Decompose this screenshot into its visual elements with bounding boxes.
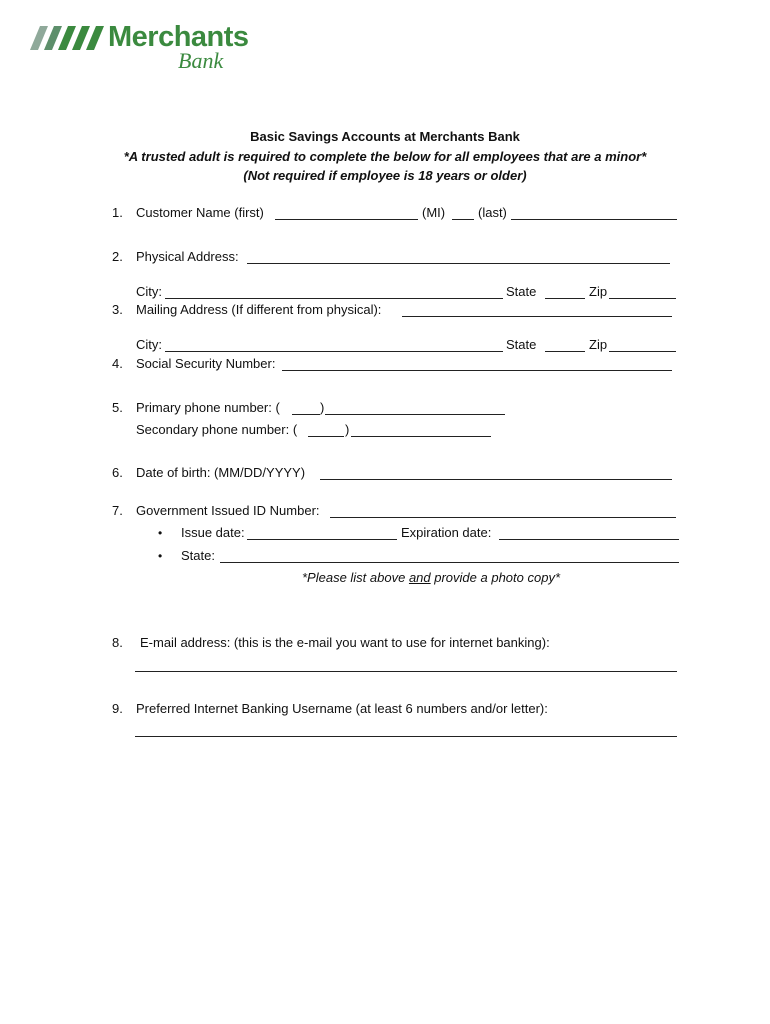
q4-number: 4. (112, 356, 123, 371)
physical-state-field[interactable] (545, 298, 585, 299)
q5-number: 5. (112, 400, 123, 415)
physical-city-field[interactable] (165, 298, 503, 299)
q2-zip-label: Zip (589, 284, 608, 299)
q8-label: E-mail address: (this is the e-mail you want to use for internet banking): (140, 635, 550, 650)
q7-label: Government Issued ID Number: (136, 503, 320, 518)
photo-copy-note (0, 570, 770, 586)
date-of-birth-field[interactable] (320, 479, 672, 480)
primary-phone-field[interactable] (325, 414, 505, 415)
last-name-field[interactable] (511, 219, 677, 220)
note-and: and (408, 570, 431, 585)
middle-initial-field[interactable] (452, 219, 474, 220)
username-field[interactable] (135, 736, 677, 737)
form-subtitle: *A trusted adult is required to complete the below for all employees that are a minor* (123, 149, 647, 164)
form-note: (Not required if employee is 18 years or older) (243, 168, 527, 183)
mailing-city-field[interactable] (165, 351, 503, 352)
q2-label: Physical Address: (136, 249, 239, 264)
email-field[interactable] (135, 671, 677, 672)
mailing-address-field[interactable] (402, 316, 672, 317)
secondary-area-code-field[interactable] (308, 436, 344, 437)
q2-number: 2. (112, 249, 123, 264)
first-name-field[interactable] (275, 219, 418, 220)
note-pre: *Please list above (301, 570, 409, 585)
q8-number: 8. (112, 635, 123, 650)
mailing-zip-field[interactable] (609, 351, 676, 352)
q2-city-label: City: (136, 284, 162, 299)
mi-label: (MI) (422, 205, 446, 220)
q3-zip-label: Zip (589, 337, 608, 352)
q6-number: 6. (112, 465, 123, 480)
physical-zip-field[interactable] (609, 298, 676, 299)
q9-label: Preferred Internet Banking Username (at least 6 numbers and/or letter): (136, 701, 548, 716)
q3-city-label: City: (136, 337, 162, 352)
physical-address-field[interactable] (247, 263, 670, 264)
primary-area-code-field[interactable] (292, 414, 320, 415)
issue-date-label: Issue date: (181, 525, 245, 540)
q7-number: 7. (112, 503, 123, 518)
q1-number: 1. (112, 205, 123, 220)
government-id-field[interactable] (330, 517, 676, 518)
logo-name-merchants: Merchants (108, 21, 249, 53)
secondary-paren: ) (345, 422, 350, 437)
q4-label: Social Security Number: (136, 356, 276, 371)
q6-label: Date of birth: (MM/DD/YYYY) (136, 465, 306, 480)
q1-label: Customer Name (first) (136, 205, 264, 220)
expiration-date-label: Expiration date: (401, 525, 492, 540)
last-label: (last) (478, 205, 507, 220)
q9-number: 9. (112, 701, 123, 716)
ssn-field[interactable] (282, 370, 672, 371)
merchants-bank-logo-mark (30, 26, 110, 52)
q5-primary-label: Primary phone number: ( (136, 400, 280, 415)
q3-state-label: State (506, 337, 537, 352)
bullet-issue: • (158, 526, 163, 540)
logo-name-bank: Bank (178, 48, 224, 73)
primary-paren: ) (320, 400, 325, 415)
bullet-state: • (158, 549, 163, 563)
note-post: provide a photo copy* (430, 570, 561, 585)
q3-number: 3. (112, 302, 123, 317)
expiration-date-field[interactable] (499, 539, 679, 540)
q2-state-label: State (506, 284, 537, 299)
issue-date-field[interactable] (247, 539, 397, 540)
secondary-phone-field[interactable] (351, 436, 491, 437)
form-title: Basic Savings Accounts at Merchants Bank (250, 129, 520, 144)
q5-secondary-label: Secondary phone number: ( (136, 422, 298, 437)
id-state-label: State: (181, 548, 215, 563)
mailing-state-field[interactable] (545, 351, 585, 352)
id-state-field[interactable] (220, 562, 679, 563)
q3-label: Mailing Address (If different from physical): (136, 302, 382, 317)
